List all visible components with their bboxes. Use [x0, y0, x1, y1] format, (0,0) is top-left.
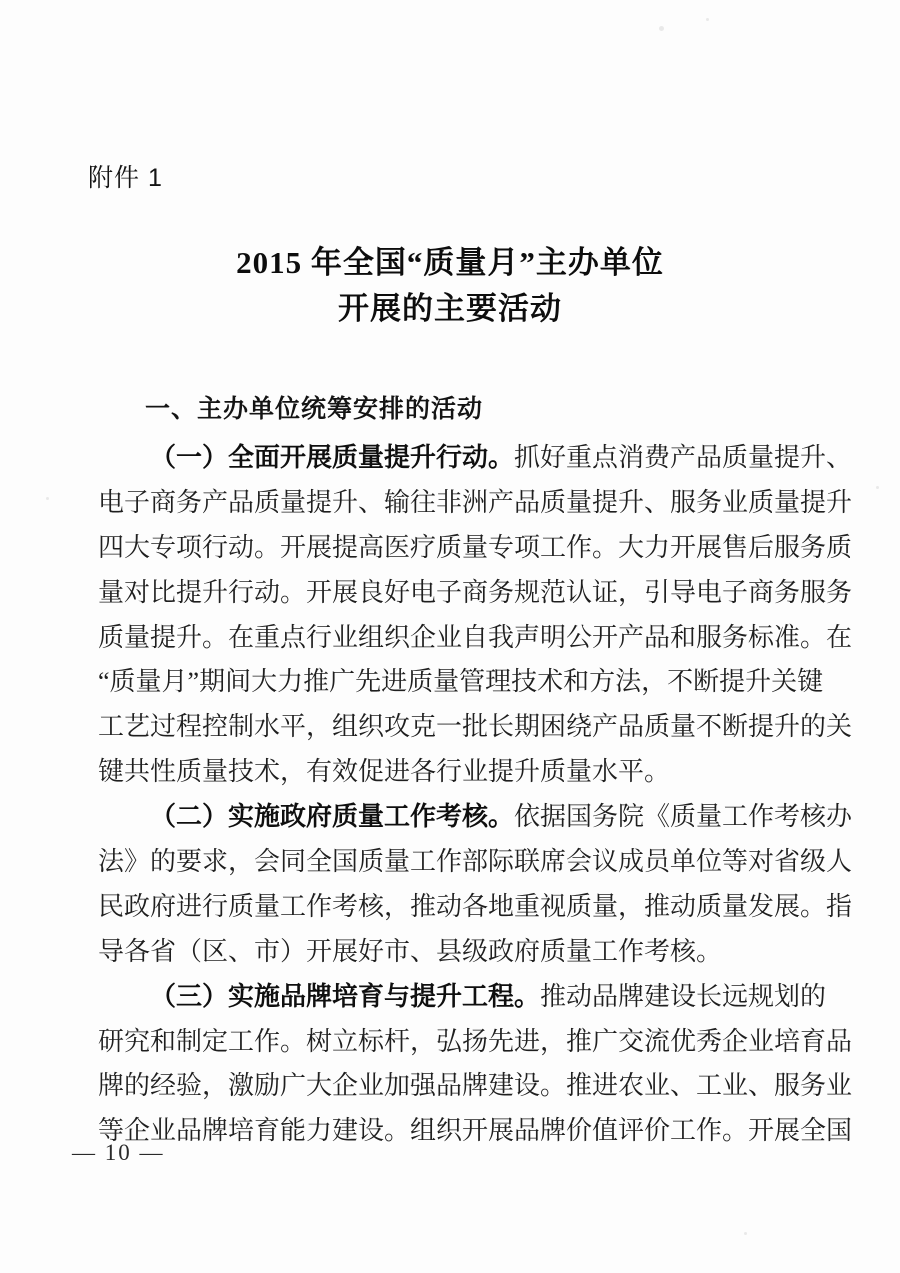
paragraph-2-lead: （二）实施政府质量工作考核。 [150, 802, 515, 832]
document-body [98, 436, 853, 1154]
paragraph-2-line-1 [98, 795, 853, 840]
scan-speck [744, 1232, 747, 1235]
scan-speck [46, 497, 49, 500]
paragraph-1-line-4: 量对比提升行动。开展良好电子商务规范认证，引导电子商务服务 [98, 577, 853, 607]
document-title [0, 240, 900, 332]
scan-speck [876, 486, 879, 489]
paragraph-2-line-1-rest: 依据国务院《质量工作考核办 [514, 802, 853, 832]
paragraph-3-line-3: 牌的经验，激励广大企业加强品牌建设。推进农业、工业、服务业 [98, 1071, 853, 1101]
attachment-label: 附件 1 [88, 164, 163, 192]
paragraph-3-line-2: 研究和制定工作。树立标杆，弘扬先进，推广交流优秀企业培育品 [98, 1026, 853, 1056]
paragraph-2-line-3: 民政府进行质量工作考核，推动各地重视质量，推动质量发展。指 [98, 891, 853, 921]
paragraph-3-line-4: 等企业品牌培育能力建设。组织开展品牌价值评价工作。开展全国 [98, 1116, 853, 1146]
scan-speck [706, 18, 709, 21]
paragraph-1-line-1-rest: 抓好重点消费产品质量提升、 [514, 443, 853, 472]
paragraph-1-line-7: 工艺过程控制水平，组织攻克一批长期困绕产品质量不断提升的关 [98, 712, 853, 742]
paragraph-3-lead: （三）实施品牌培育与提升工程。 [150, 981, 541, 1011]
scan-speck [659, 26, 664, 31]
paragraph-2-line-4: 导各省（区、市）开展好市、县级政府质量工作考核。 [98, 936, 723, 966]
paragraph-1-line-5: 质量提升。在重点行业组织企业自我声明公开产品和服务标准。在 [98, 622, 853, 652]
paragraph-1-line-6: “质量月”期间大力推广先进质量管理技术和方法，不断提升关键 [98, 667, 824, 697]
paragraph-3-line-1 [98, 975, 827, 1020]
paragraph-2-line-2: 法》的要求，会同全国质量工作部际联席会议成员单位等对省级人 [98, 847, 853, 877]
paragraph-1-line-1 [98, 436, 853, 481]
paragraph-1-line-2: 电子商务产品质量提升、输往非洲产品质量提升、服务业质量提升 [98, 487, 853, 517]
document-title-line-2: 开展的主要活动 [338, 291, 562, 326]
paragraph-1-lead: （一）全面开展质量提升行动。 [150, 443, 515, 472]
paragraph-3-line-1-rest: 推动品牌建设长远规划的 [540, 981, 827, 1011]
paragraph-1-line-3: 四大专项行动。开展提高医疗质量专项工作。大力开展售后服务质 [98, 532, 853, 562]
paragraph-1-line-8: 键共性质量技术，有效促进各行业提升质量水平。 [98, 757, 671, 787]
document-title-line-1: 2015 年全国“质量月”主办单位 [236, 245, 664, 280]
page-number: — 10 — [72, 1140, 165, 1165]
section-heading: 一、主办单位统筹安排的活动 [145, 395, 484, 423]
